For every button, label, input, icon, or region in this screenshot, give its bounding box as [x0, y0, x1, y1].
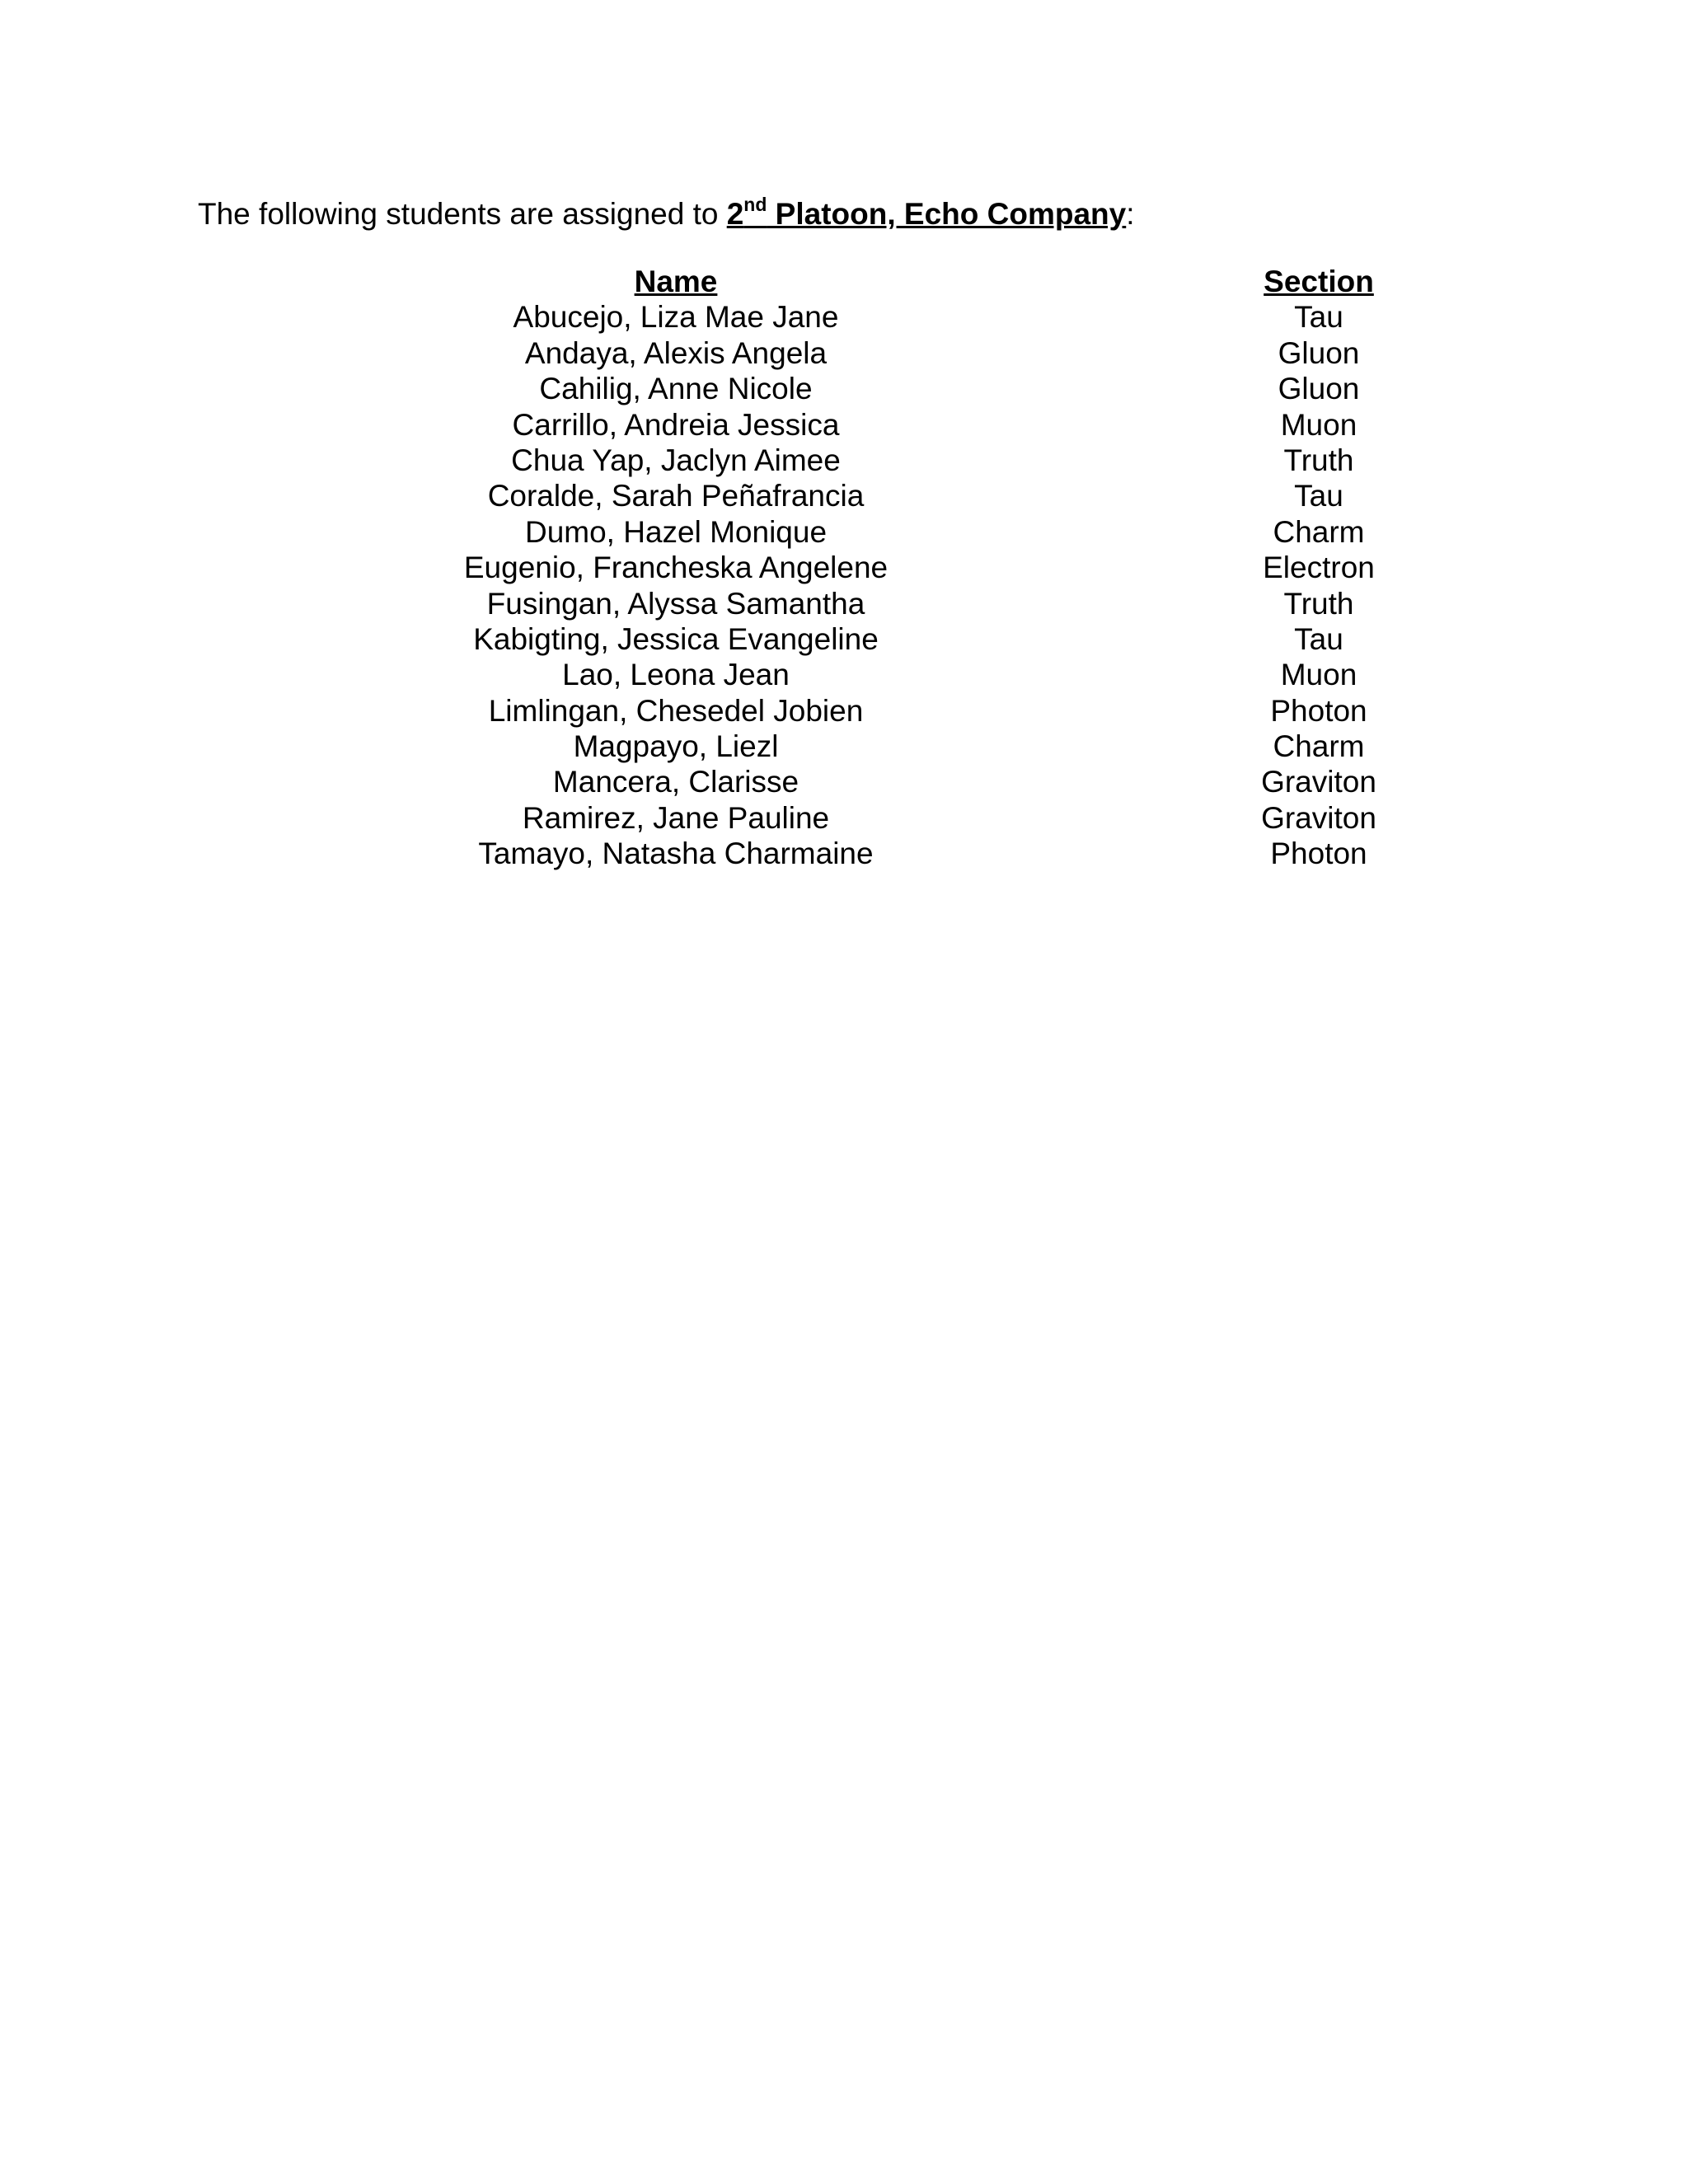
student-name: Tamayo, Natasha Charmaine — [478, 837, 874, 871]
student-name: Kabigting, Jessica Evangeline — [473, 621, 879, 656]
student-name: Chua Yap, Jaclyn Aimee — [511, 443, 841, 477]
table-row — [0, 371, 1688, 406]
student-name: Lao, Leona Jean — [562, 658, 790, 692]
intro-colon: : — [1126, 197, 1135, 231]
student-section: Photon — [1270, 837, 1367, 871]
table-row — [0, 657, 1688, 692]
table-row — [0, 621, 1688, 657]
table-row — [0, 550, 1688, 585]
student-section: Tau — [1294, 300, 1343, 335]
table-row — [0, 729, 1688, 764]
table-row — [0, 764, 1688, 799]
student-section: Muon — [1280, 658, 1357, 692]
student-name: Abucejo, Liza Mae Jane — [513, 300, 839, 335]
student-name: Andaya, Alexis Angela — [524, 335, 828, 370]
student-section: Tau — [1294, 479, 1343, 513]
student-section: Charm — [1273, 514, 1365, 549]
student-name: Ramirez, Jane Pauline — [522, 800, 830, 835]
table-row — [0, 299, 1688, 335]
student-name: Magpayo, Liezl — [573, 729, 779, 764]
student-name: Coralde, Sarah Peñafrancia — [487, 479, 865, 513]
table-row — [0, 800, 1688, 836]
student-roster-table — [0, 264, 1688, 872]
student-section: Tau — [1294, 621, 1343, 656]
table-row — [0, 514, 1688, 550]
table-row — [0, 693, 1688, 729]
table-row — [0, 586, 1688, 621]
table-row — [0, 443, 1688, 478]
student-section: Charm — [1273, 729, 1365, 764]
platoon-assignment — [726, 193, 1127, 231]
table-row — [0, 407, 1688, 443]
student-name: Cahilig, Anne Nicole — [539, 372, 813, 406]
student-section: Photon — [1270, 693, 1367, 728]
student-name: Eugenio, Francheska Angelene — [463, 551, 889, 585]
student-section: Graviton — [1261, 800, 1376, 835]
student-section: Truth — [1283, 443, 1354, 477]
student-name: Dumo, Hazel Monique — [524, 514, 828, 549]
column-header-section: Section — [1264, 265, 1374, 298]
student-name: Fusingan, Alyssa Samantha — [486, 586, 865, 621]
student-section: Gluon — [1278, 335, 1360, 370]
table-row — [0, 836, 1688, 871]
student-section: Gluon — [1278, 372, 1360, 406]
student-section: Truth — [1283, 586, 1354, 621]
column-header-name: Name — [634, 265, 718, 298]
student-section: Muon — [1280, 407, 1357, 442]
table-row — [0, 335, 1688, 371]
platoon-number: 2 — [726, 197, 744, 231]
intro-sentence — [198, 193, 1135, 236]
student-name: Carrillo, Andreia Jessica — [512, 407, 840, 442]
student-name: Limlingan, Chesedel Jobien — [488, 693, 864, 728]
table-header-row — [0, 264, 1688, 299]
table-row — [0, 478, 1688, 513]
unit-name: Platoon, Echo Company — [767, 197, 1127, 231]
student-name: Mancera, Clarisse — [552, 765, 799, 799]
intro-prefix: The following students are assigned to — [198, 197, 727, 231]
student-section: Electron — [1263, 551, 1375, 585]
student-section: Graviton — [1261, 765, 1376, 799]
platoon-ordinal-suffix: nd — [743, 193, 767, 215]
